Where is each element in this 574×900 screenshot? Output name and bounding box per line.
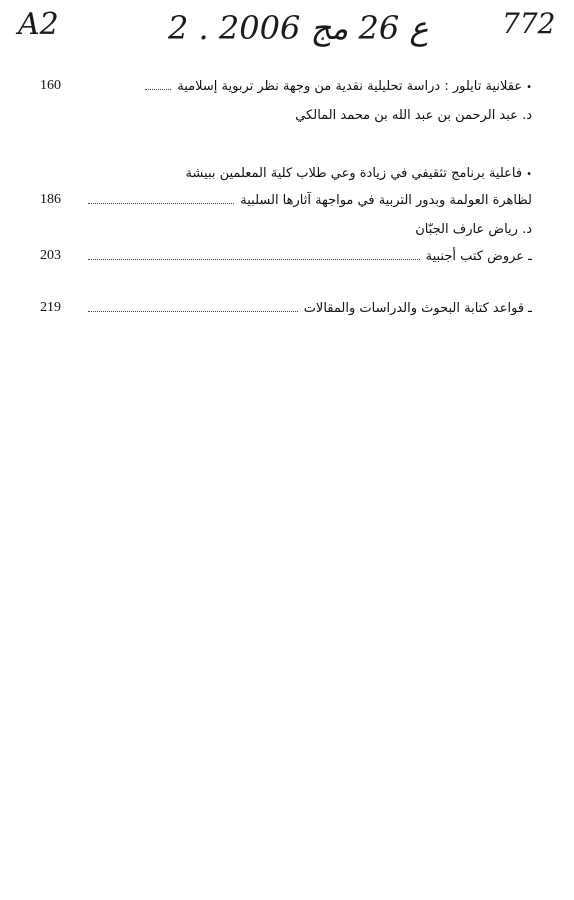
bullet-icon: •	[526, 169, 532, 180]
toc-page-number: 186	[40, 192, 61, 207]
toc-entry-1	[40, 75, 532, 97]
toc-entry-author: د. رياض عارف الجبّان	[415, 222, 532, 237]
toc-page-number: 160	[40, 78, 61, 93]
toc-entry-title: •عقلانية تايلور : دراسة تحليلية نقدية من وجهة نظر تربوية إسلامية	[177, 78, 532, 94]
toc-entry-title: ـ قواعد كتابة البحوث والدراسات والمقالات	[303, 300, 532, 316]
bullet-icon: •	[526, 81, 532, 93]
toc-page-number: 219	[40, 300, 61, 315]
handwritten-number: 772	[502, 7, 556, 40]
toc-entry-4	[40, 297, 532, 319]
toc-page-number: 203	[40, 248, 61, 263]
toc-entry-2	[40, 189, 532, 211]
handwritten-issue-date: 2 . ع 26 مج 2006	[168, 9, 429, 47]
toc-leader-dots	[145, 89, 171, 90]
toc-entry-title-line-1: •فاعلية برنامج تثقيفي في زيادة وعي طلاب كلية المعلمين ببيشة	[185, 166, 532, 181]
handwritten-label: A2	[18, 7, 59, 42]
toc-leader-dots	[88, 311, 298, 312]
toc-entry-title-line-2: لظاهرة العولمة وبدور التربية في مواجهة آثارها السلبية	[240, 192, 532, 208]
toc-entry-title: ـ عروض كتب أجنبية	[425, 248, 532, 264]
toc-entry-3	[40, 245, 532, 267]
toc-leader-dots	[88, 203, 234, 204]
toc-entry-author: د. عبد الرحمن بن عبد الله بن محمد المالكي	[295, 108, 532, 123]
toc-leader-dots	[88, 259, 420, 260]
